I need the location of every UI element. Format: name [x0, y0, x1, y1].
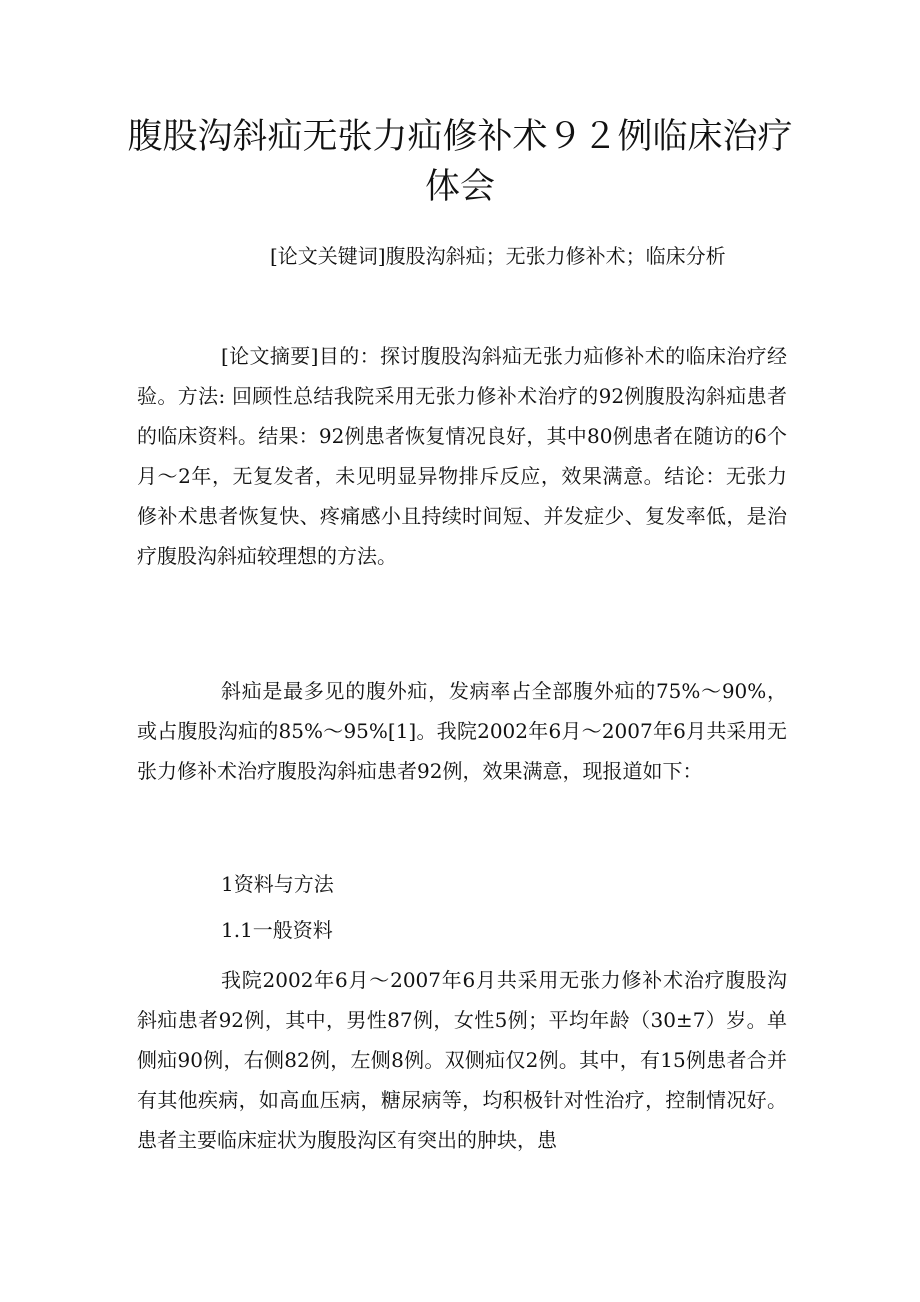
- section-heading-1-1: 1.1一般资料: [221, 918, 333, 942]
- general-data-paragraph: 我院2002年6月～2007年6月共采用无张力修补术治疗腹股沟斜疝患者92例，其中，男性87例，女性5例；平均年龄（30±7）岁。单侧疝90例，右侧82例，左侧8例。双侧疝仅2例。其中，有15例患者合并有其他疾病，如高血压病，糖尿病等，均积极针对性治疗，控制情况好。患者主要临床症状为腹股沟区有突出的肿块，患: [137, 968, 787, 1152]
- section-heading-1: 1资料与方法: [221, 872, 334, 896]
- document-title: 腹股沟斜疝无张力疝修补术９２例临床治疗体会: [127, 117, 793, 207]
- abstract-paragraph: [论文摘要]目的：探讨腹股沟斜疝无张力疝修补术的临床治疗经验。方法: 回顾性总结我院采用无张力修补术治疗的92例腹股沟斜疝患者的临床资料。结果：92例患者恢复情况良好，其中80例患者在随访的6个月～2年，无复发者，未见明显异物排斥反应，效果满意。结论：无张力修补术患者恢复快、疼痛感小且持续时间短、并发症少、复发率低，是治疗腹股沟斜疝较理想的方法。: [137, 344, 787, 568]
- keywords-line: [论文关键词]腹股沟斜疝；无张力修补术；临床分析: [270, 244, 726, 268]
- intro-paragraph: 斜疝是最多见的腹外疝，发病率占全部腹外疝的75%～90%，或占腹股沟疝的85%～95%[1]。我院2002年6月～2007年6月共采用无张力修补术治疗腹股沟斜疝患者92例，效果满意，现报道如下：: [137, 679, 787, 783]
